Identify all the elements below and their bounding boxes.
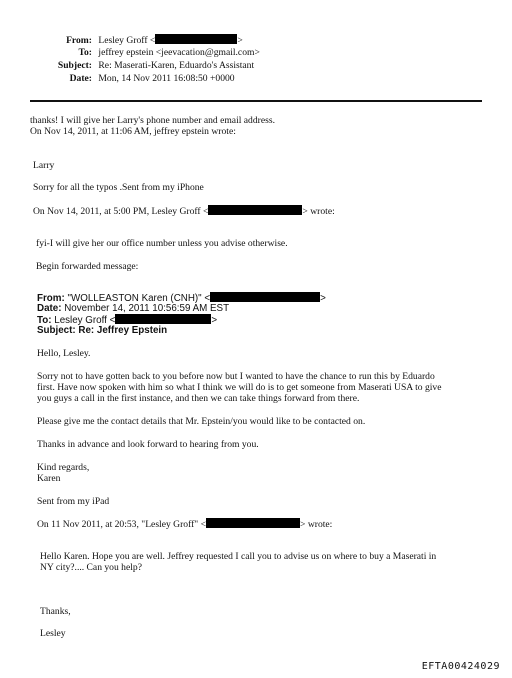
karen-para2: Please give me the contact details that Mr. Epstein/you would like to be contacted on.	[37, 416, 366, 427]
forward-date-value: November 14, 2011 10:56:59 AM EST	[64, 303, 230, 314]
karen-para3: Thanks in advance and look forward to hearing from you.	[37, 439, 259, 450]
header-subject-row	[40, 60, 254, 72]
forward-from-value: "WOLLEASTON Karen (CNH)" <	[67, 293, 211, 304]
header-to-label: To:	[78, 47, 92, 58]
header-divider	[30, 100, 482, 102]
karen-para1-line3: you guys a call in the first instance, and then we can take things forward from there.	[37, 393, 360, 404]
forward-from-tail: >	[320, 293, 326, 304]
forward-date-row	[37, 303, 229, 314]
reply3-line1: fyi-I will give her our office number unless you advise otherwise.	[36, 238, 288, 249]
forward-to-value: Lesley Groff <	[54, 315, 116, 326]
lesley-signature: Lesley	[40, 628, 66, 639]
redaction-bar	[208, 205, 302, 215]
redaction-bar	[115, 314, 211, 324]
lesley-line1: Hello Karen. Hope you are well. Jeffrey requested I call you to advise us on where to buy a Maserati in	[40, 551, 437, 562]
redaction-bar	[155, 34, 237, 44]
reply2-quote-tail: > wrote:	[302, 206, 335, 217]
forward-date-label: Date:	[37, 303, 62, 314]
karen-quote-tail: > wrote:	[300, 519, 333, 530]
bates-number: EFTA00424029	[421, 661, 500, 672]
karen-para1-line2: first. Have now spoken with him so what I think we will do is to get someone from Maserati USA to give	[37, 382, 442, 393]
reply1-line1: thanks! I will give her Larry's phone number and email address.	[30, 115, 275, 126]
karen-quote-head	[37, 518, 332, 531]
lesley-line2: NY city?.... Can you help?	[40, 562, 142, 573]
header-from-label: From:	[66, 35, 92, 46]
header-from-row	[40, 34, 243, 47]
header-subject-label: Subject:	[57, 60, 92, 71]
header-date-value: Mon, 14 Nov 2011 16:08:50 +0000	[98, 73, 235, 84]
forward-subject-row	[37, 325, 167, 336]
reply1-line2: On Nov 14, 2011, at 11:06 AM, jeffrey epstein wrote:	[30, 126, 236, 137]
forward-subject-label: Subject:	[37, 325, 76, 336]
forward-to-label: To:	[37, 315, 52, 326]
forward-from-label: From:	[37, 293, 65, 304]
karen-para1-line1: Sorry not to have gotten back to you before now but I wanted to have the chance to run this by Eduardo	[37, 371, 435, 382]
reply2-greeting: Larry	[33, 160, 55, 171]
karen-sent-from: Sent from my iPad	[37, 496, 110, 507]
header-subject-value: Re: Maserati-Karen, Eduardo's Assistant	[98, 60, 255, 71]
karen-quote-head-text: On 11 Nov 2011, at 20:53, "Lesley Groff" <	[37, 519, 207, 530]
redaction-bar	[210, 292, 320, 302]
header-from-tail: >	[237, 35, 243, 46]
karen-signoff: Kind regards,	[37, 462, 90, 473]
header-to-row	[40, 47, 260, 59]
header-to-value: jeffrey epstein <jeevacation@gmail.com>	[98, 47, 260, 58]
forward-subject-value: Re: Jeffrey Epstein	[78, 325, 168, 336]
header-date-label: Date:	[69, 73, 92, 84]
karen-signature: Karen	[37, 473, 61, 484]
karen-greeting: Hello, Lesley.	[37, 348, 91, 359]
redaction-bar	[206, 518, 300, 528]
lesley-signoff: Thanks,	[40, 606, 71, 617]
forward-to-tail: >	[211, 315, 218, 326]
reply2-quote-head	[33, 205, 335, 218]
reply3-line2: Begin forwarded message:	[36, 261, 139, 272]
reply2-line1: Sorry for all the typos .Sent from my iPhone	[33, 182, 204, 193]
reply2-quote-head-text: On Nov 14, 2011, at 5:00 PM, Lesley Groff <	[33, 206, 209, 217]
header-date-row	[40, 73, 235, 85]
header-from-value: Lesley Groff <	[98, 35, 156, 46]
